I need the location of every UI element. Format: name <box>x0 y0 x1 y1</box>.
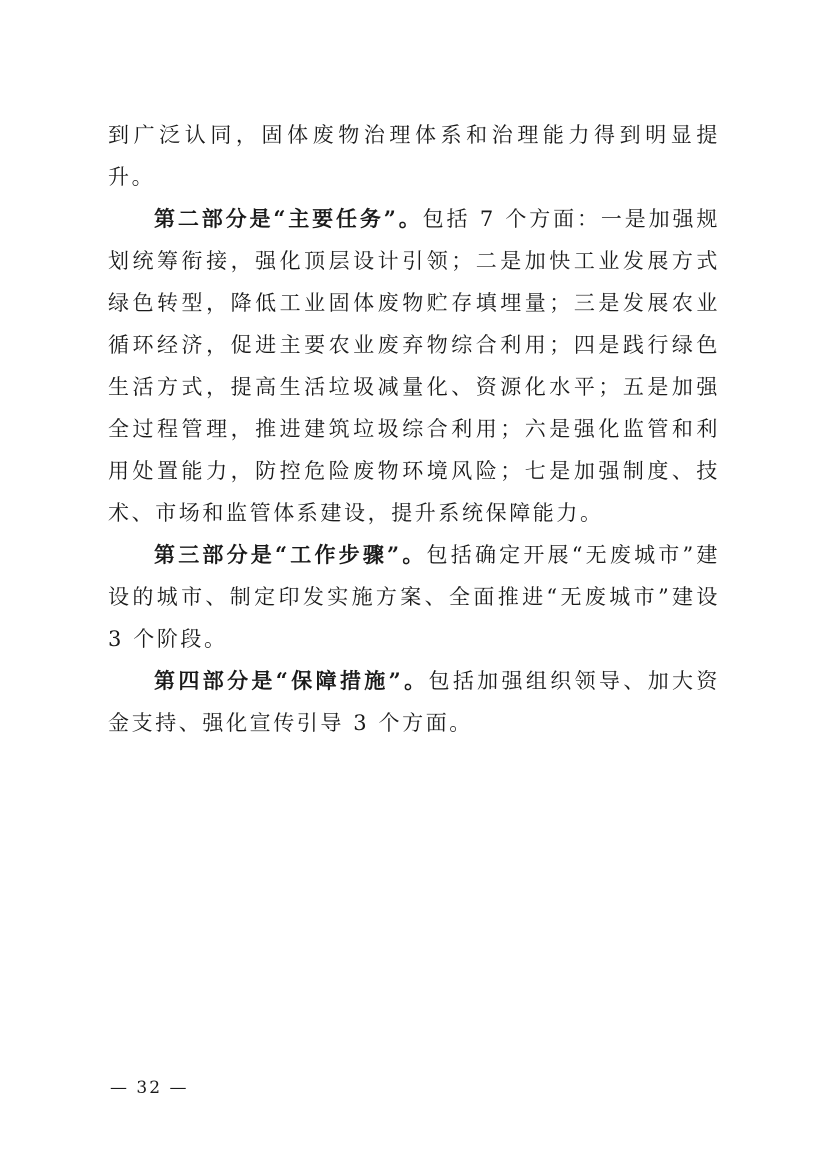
document-body <box>108 114 720 744</box>
paragraph-2-heading: 第二部分是“主要任务”。 <box>154 206 423 231</box>
paragraph-3-heading: 第三部分是“工作步骤”。 <box>154 542 427 567</box>
paragraph-3-text: 包括确定开展“无废城市”建设的城市、制定印发实施方案、全面推进“无废城市”建设 3 个阶段。 <box>108 543 720 651</box>
paragraph-4 <box>108 660 720 744</box>
paragraph-2 <box>108 198 720 534</box>
paragraph-2-text: 包括 7 个方面：一是加强规划统筹衔接，强化顶层设计引领；二是加快工业发展方式绿色转型，降低工业固体废物贮存填埋量；三是发展农业循环经济，促进主要农业废弃物综合利用；四是践行绿色生活方式，提高生活垃圾减量化、资源化水平；五是加强全过程管理，推进建筑垃圾综合利用；六是强化监管和利用处置能力，防控危险废物环境风险；七是加强制度、技术、市场和监管体系建设，提升系统保障能力。 <box>108 207 720 525</box>
paragraph-3 <box>108 534 720 660</box>
page-number: — 32 — <box>110 1078 189 1098</box>
paragraph-1-text: 到广泛认同，固体废物治理体系和治理能力得到明显提升。 <box>108 123 720 189</box>
paragraph-4-text: 包括加强组织领导、加大资金支持、强化宣传引导 3 个方面。 <box>108 669 721 735</box>
paragraph-1 <box>108 114 720 198</box>
paragraph-4-heading: 第四部分是“保障措施”。 <box>154 668 429 693</box>
